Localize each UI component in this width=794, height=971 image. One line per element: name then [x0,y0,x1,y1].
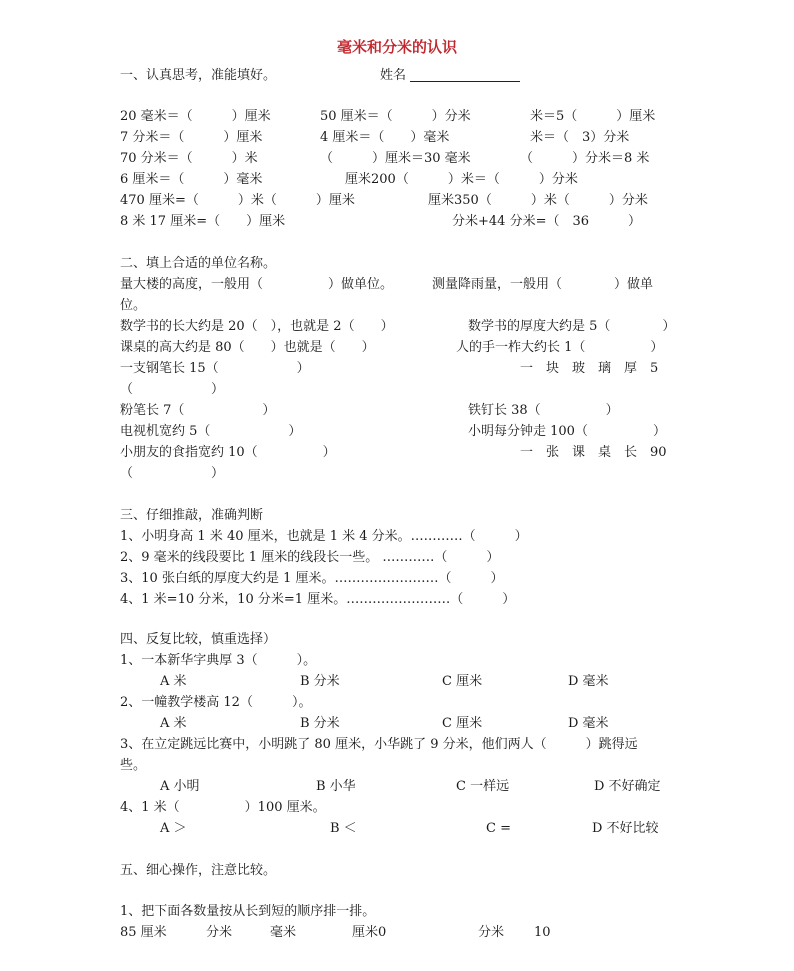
fill-item: 8 米 17 厘米=（ ）厘米 [120,214,286,229]
choice-option: A ＞ [160,821,187,836]
choice-option: B 分米 [300,674,340,689]
order-item: 厘米0 [352,925,387,940]
order-item: 分米 [206,925,233,940]
choice-option: C 厘米 [442,716,483,731]
fill-item: 6 厘米＝（ ）毫米 [120,172,263,187]
fill-item: 一 张 课 桌 长 90 [520,445,667,460]
fill-item: 一 块 玻 璃 厚 5 [520,361,659,376]
fill-item: 数学书的厚度大约是 5（ ） [468,319,676,334]
fill-item: 测量降雨量，一般用（ ）做单 [432,277,654,292]
choice-option: B ＜ [330,821,357,836]
fill-item: 米＝5（ ）厘米 [530,109,656,124]
fill-item: 20 毫米＝（ ）厘米 [120,109,271,124]
fill-item: 米＝（ 3）分米 [530,130,630,145]
order-item: 毫米 [270,925,297,940]
name-label: 姓名 [380,68,407,83]
fill-item: 一支钢笔长 15（ ） [120,361,310,376]
section-1-heading: 一、认真思考，准能填好。 [120,68,277,83]
page-title: 毫米和分米的认识 [336,38,457,56]
fill-item: 470 厘米=（ ）米（ ）厘米 [120,193,355,208]
choice-question: 2、一幢教学楼高 12（ ）。 [120,695,312,710]
fill-item: 课桌的高大约是 80（ ）也就是（ ） [120,340,375,355]
judge-item: 4、1 米=10 分米，10 分米=1 厘米。……………………（ ） [120,592,516,607]
fill-item: 电视机宽约 5（ ） [120,424,302,439]
fill-item: 数学书的长大约是 20（ ），也就是 2（ ） [120,319,394,334]
fill-item: 4 厘米＝（ ）毫米 [320,130,450,145]
fill-item: 粉笔长 7（ ） [120,403,276,418]
fill-item: （ ） [120,382,225,397]
fill-item: 50 厘米＝（ ）分米 [320,109,471,124]
choice-option: B 小华 [316,779,356,794]
choice-option: D 不好确定 [594,779,661,794]
choice-option: A 小明 [160,779,200,794]
fill-item: 分米+44 分米=（ 36 ） [452,214,642,229]
fill-item: （ ）分米＝8 米 [520,151,650,166]
fill-item: 小明每分钟走 100（ ） [468,424,666,439]
choice-option: D 毫米 [568,674,609,689]
choice-option: A 米 [160,674,187,689]
fill-item: 厘米350（ ）米（ ）分米 [428,193,648,208]
judge-item: 3、10 张白纸的厚度大约是 1 厘米。……………………（ ） [120,571,504,586]
section-5-heading: 五、细心操作，注意比较。 [120,863,277,878]
section-2-heading: 二、填上合适的单位名称。 [120,256,277,271]
fill-item: （ ）厘米＝30 毫米 [320,151,471,166]
order-question: 1、把下面各数量按从长到短的顺序排一排。 [120,904,376,919]
section-4-heading: 四、反复比较，慎重选择） [120,632,277,647]
choice-question: 1、一本新华字典厚 3（ ）。 [120,653,317,668]
choice-option: C = [486,821,511,836]
fill-item: 位。 [120,298,147,313]
fill-item: 70 分米＝（ ）米 [120,151,258,166]
choice-option: A 米 [160,716,187,731]
fill-item: 7 分米＝（ ）厘米 [120,130,263,145]
choice-option: C 一样远 [456,779,510,794]
choice-question: 3、在立定跳远比赛中，小明跳了 80 厘米，小华跳了 9 分米，他们两人（ ）跳得远 [120,737,638,752]
judge-item: 1、小明身高 1 米 40 厘米，也就是 1 米 4 分米。…………（ ） [120,529,528,544]
name-field[interactable] [410,81,520,82]
order-item: 85 厘米 [120,925,167,940]
choice-option: C 厘米 [442,674,483,689]
fill-item: 厘米200（ ）米＝（ ）分米 [345,172,578,187]
choice-option: D 不好比较 [592,821,659,836]
choice-question: 4、1 米（ ）100 厘米。 [120,800,326,815]
order-item: 10 [534,925,551,940]
order-item: 分米 [478,925,505,940]
fill-item: 人的手一柞大约长 1（ ） [456,340,664,355]
choice-question: 些。 [120,758,147,773]
judge-item: 2、9 毫米的线段要比 1 厘米的线段长一些。 …………（ ） [120,550,500,565]
fill-item: 铁钉长 38（ ） [468,403,619,418]
fill-item: 量大楼的高度，一般用（ ）做单位。 [120,277,394,292]
choice-option: B 分米 [300,716,340,731]
choice-option: D 毫米 [568,716,609,731]
fill-item: （ ） [120,466,225,481]
section-3-heading: 三、仔细推敲，准确判断 [120,508,264,523]
fill-item: 小朋友的食指宽约 10（ ） [120,445,336,460]
